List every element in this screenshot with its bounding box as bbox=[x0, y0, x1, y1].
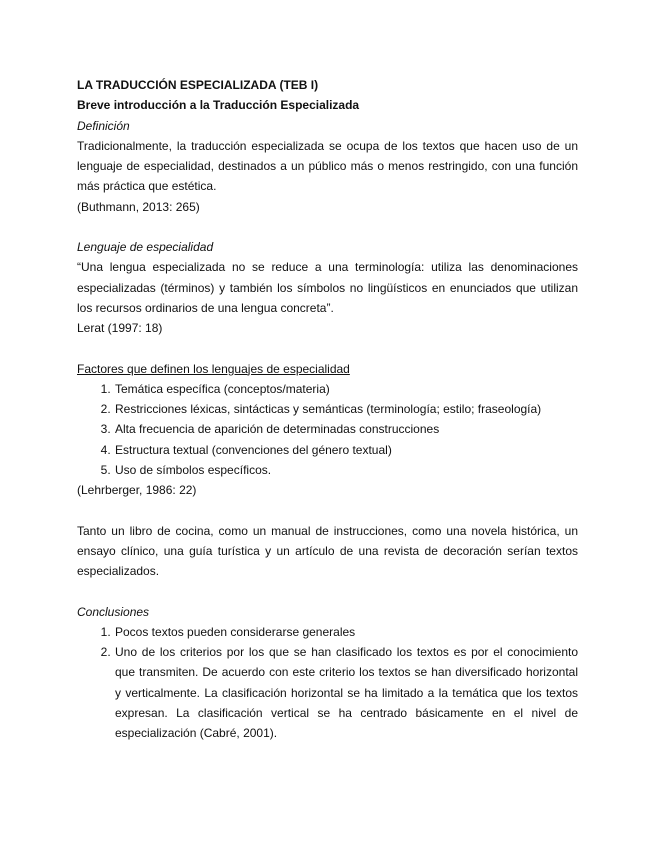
lenguaje-quote: “Una lengua especializada no se reduce a una terminología: utiliza las denominaciones especializadas (términos) y también los símbolos no lingüísticos en enunciados que utilizan los recursos ordinarios de una lengua concreta”. bbox=[77, 260, 578, 315]
spacer bbox=[77, 217, 578, 237]
lenguaje-heading: Lenguaje de especialidad bbox=[77, 240, 214, 255]
definicion-citation: (Buthmann, 2013: 265) bbox=[77, 199, 200, 214]
spacer bbox=[77, 501, 578, 521]
conclusiones-heading: Conclusiones bbox=[77, 604, 150, 619]
factores-list bbox=[77, 379, 578, 480]
document-title: LA TRADUCCIÓN ESPECIALIZADA (TEB I) bbox=[77, 78, 319, 92]
factores-heading: Factores que definen los lenguajes de especialidad bbox=[77, 361, 350, 376]
list-item: 5. Uso de símbolos específicos. bbox=[114, 460, 578, 480]
list-item: 2. Uno de los criterios por los que se han clasificado los textos es por el conocimiento que transmiten. De acuerdo con este criterio los textos se han diversificado horizontal y verticalmente. La clasificación horizontal se ha limitado a la temática que los textos expresan. La clasificación vertical se ha centrado básicamente en el nivel de especialización (Cabré, 2001). bbox=[114, 642, 578, 743]
factores-citation: (Lehrberger, 1986: 22) bbox=[77, 483, 197, 498]
spacer bbox=[77, 582, 578, 602]
definicion-heading: Definición bbox=[77, 118, 130, 133]
list-item: 4. Estructura textual (convenciones del género textual) bbox=[114, 440, 578, 460]
document-subtitle: Breve introducción a la Traducción Especializada bbox=[77, 98, 360, 113]
spacer bbox=[77, 339, 578, 359]
definicion-text: Tradicionalmente, la traducción especializada se ocupa de los textos que hacen uso de un lenguaje de especialidad, destinados a un público más o menos restringido, con una función más práctica que estética. bbox=[77, 138, 578, 194]
list-item: 1. Pocos textos pueden considerarse generales bbox=[114, 622, 578, 642]
document-page bbox=[77, 75, 578, 744]
list-item: 3. Alta frecuencia de aparición de determinadas construcciones bbox=[114, 419, 578, 439]
lenguaje-citation: Lerat (1997: 18) bbox=[77, 321, 163, 336]
ejemplo-paragraph: Tanto un libro de cocina, como un manual de instrucciones, como una novela histórica, un ensayo clínico, una guía turística y un artículo de una revista de decoración serían textos especializados. bbox=[77, 523, 578, 579]
list-item: 2. Restricciones léxicas, sintácticas y semánticas (terminología; estilo; fraseología) bbox=[114, 399, 578, 419]
conclusiones-list bbox=[77, 622, 578, 744]
list-item: 1. Temática específica (conceptos/materia) bbox=[114, 379, 578, 399]
